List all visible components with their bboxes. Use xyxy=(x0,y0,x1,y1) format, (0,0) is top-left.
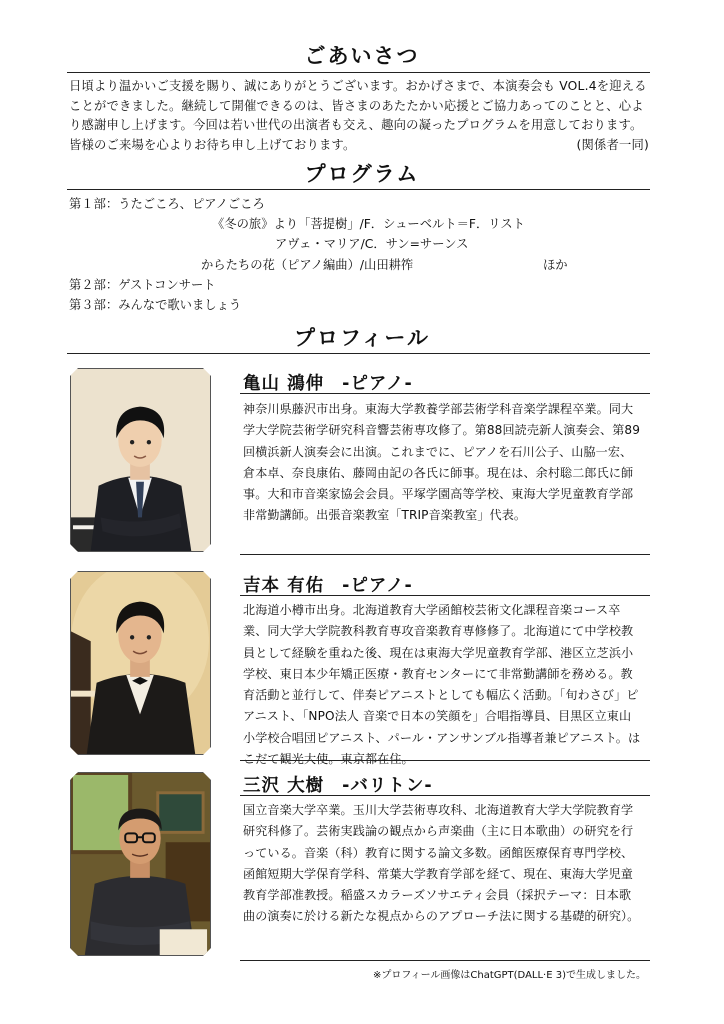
program-etc: ほか xyxy=(543,258,568,272)
greeting-title: ごあいさつ xyxy=(304,44,420,68)
portrait-image xyxy=(70,571,211,755)
greeting-signature: (関係者一同) xyxy=(576,137,649,152)
divider xyxy=(67,353,650,354)
footnote: ※プロフィール画像はChatGPT(DALL·E 3)で生成しました。 xyxy=(373,970,646,981)
profile-bio: 神奈川県藤沢市出身。東海大学教養学部芸術学科音楽学課程卒業。同大学大学院芸術学研究科音響芸術専攻修了。第88回読売新人演奏会、第89回横浜新人演奏会に出演。これまでに、ピアノを石川公子、山脇一宏、倉本卓、奈良康佑、藤岡由記の各氏に師事。現在は、余村聡二郎氏に師事。大和市音楽家協会会員。平塚学園高等学校、東海大学児童教育学部非常勤講師。出張音楽教室「TRIP音楽教室」代表。 xyxy=(243,402,640,523)
greeting-text xyxy=(69,77,653,155)
greeting-body: 日頃より温かいご支援を賜り、誠にありがとうございます。おかげさまで、本演奏会も VOL.4を迎えることができました。継続して開催できるのは、皆さまのあたたかい応援とご協力あってのことと、心より感謝申し上げます。今回は若い世代の出演者も交え、趣向の凝ったプログラムを用意しております。皆様のご来場を心よりお待ち申し上げております。 xyxy=(69,79,647,152)
profile-name xyxy=(243,370,413,395)
program-title: プログラム xyxy=(304,162,420,186)
divider xyxy=(240,554,650,555)
profile-name xyxy=(243,572,413,597)
divider xyxy=(240,960,650,961)
divider xyxy=(240,795,650,796)
program-part3: 第３部：みんなで歌いましょう xyxy=(69,298,242,312)
profile-name xyxy=(243,772,433,797)
program-part2: 第２部：ゲストコンサート xyxy=(69,278,216,292)
divider xyxy=(240,760,650,761)
divider xyxy=(240,595,650,596)
person-role: -バリトン- xyxy=(342,776,433,796)
program-part1: 第１部：うたごころ、ピアノごころ xyxy=(69,197,265,211)
divider xyxy=(240,393,650,394)
program-piece: 《冬の旅》より「菩提樹」/F．シューベルト＝F．リスト xyxy=(212,217,525,231)
profile-title: プロフィール xyxy=(294,326,430,350)
program-piece: アヴェ・マリア/C．サン=サーンス xyxy=(275,237,469,251)
person-name: 吉本 有佑 xyxy=(243,576,325,596)
divider xyxy=(67,189,650,190)
program-piece: からたちの花（ピアノ編曲）/山田耕筰 xyxy=(201,258,414,272)
portrait-image xyxy=(70,772,211,956)
person-name: 亀山 鴻伸 xyxy=(243,374,325,394)
profile-bio: 北海道小樽市出身。北海道教育大学函館校芸術文化課程音楽コース卒業、同大学大学院教科教育専攻音楽教育専修修了。北海道にて中学校教員として経験を重ねた後、現在は東海大学児童教育学部、港区立芝浜小学校、東日本少年矯正医療・教育センターにて非常勤講師を務める。教育活動と並行して、伴奏ピアニストとしても幅広く活動。「旬わさび」ピアニスト、「NPO法人 音楽で日本の笑顔を」合唱指導員、目黒区立東山小学校合唱団ピアニスト、パール・アンサンブル指導者兼ピアニスト。はこだて観光大使。東京都在住。 xyxy=(243,603,641,767)
person-role: -ピアノ- xyxy=(342,374,413,394)
divider xyxy=(67,72,650,73)
portrait-image xyxy=(70,368,211,552)
profile-bio: 国立音楽大学卒業。玉川大学芸術専攻科、北海道教育大学大学院教育学研究科修了。芸術実践論の観点から声楽曲（主に日本歌曲）の研究を行っている。音楽（科）教育に関する論文多数。函館医療保育専門学校、函館短期大学保育学科、常葉大学教育学部を経て、現在、東海大学児童教育学部准教授。稲盛スカラーズソサエティ会員（採択テーマ：日本歌曲の演奏に於ける新たな視点からのアプローチ法に関する基礎的研究）。 xyxy=(243,803,640,924)
person-role: -ピアノ- xyxy=(342,576,413,596)
person-name: 三沢 大樹 xyxy=(243,776,325,796)
